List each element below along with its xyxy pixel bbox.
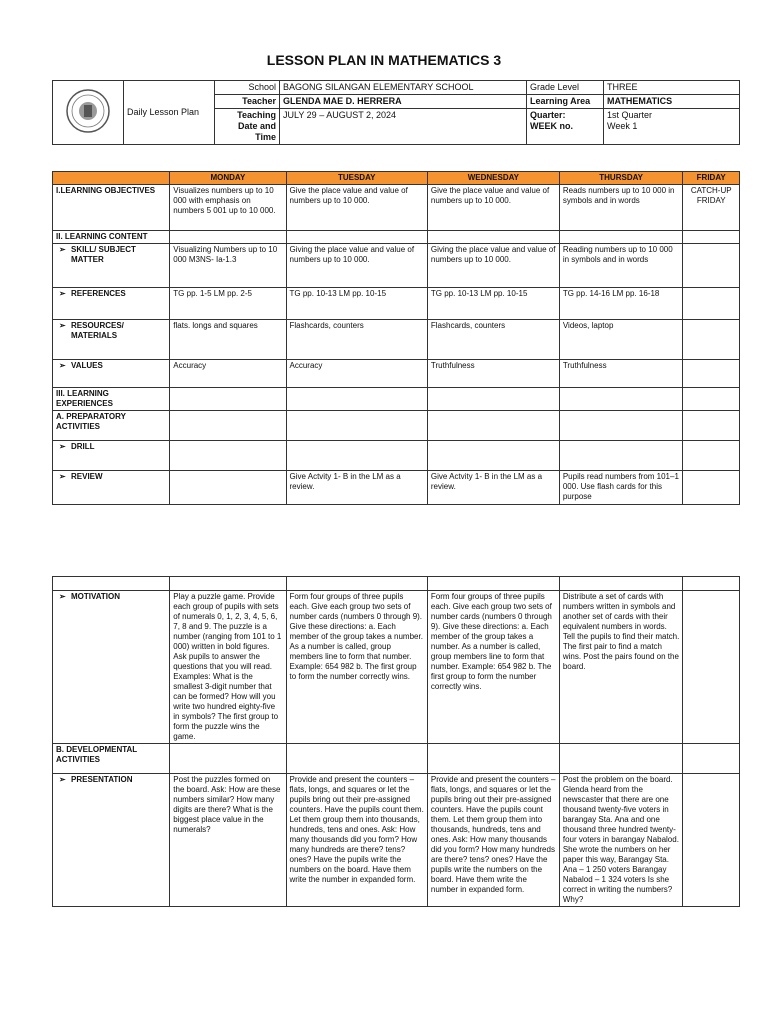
- blank-header-row: [53, 577, 740, 591]
- label-text: REVIEW: [71, 472, 103, 481]
- quarter-week-values: [604, 109, 740, 145]
- quarter-label: Quarter:: [530, 110, 566, 120]
- drill-row: [53, 441, 740, 471]
- bullet-icon: ➢: [59, 321, 66, 330]
- row-label: [53, 360, 170, 388]
- values-row: [53, 360, 740, 388]
- row-label: [53, 244, 170, 288]
- cell: Provide and present the counters – flats, longs, and squares or let the pupils bring out their pre-assigned counters. Have the pupils count them. Let them group them into thousands, hundreds, tens and ones. Ask: How many thousands did you form? How many hundreds are there? tens? ones? Have the pupils write the numbers on the board. Have them write the number in expanded form.: [286, 774, 427, 907]
- cell: Give the place value and value of numbers up to 10 000.: [427, 185, 559, 231]
- quarter-value: 1st Quarter: [607, 110, 653, 120]
- dlp-label: Daily Lesson Plan: [124, 81, 215, 145]
- cell: [170, 471, 286, 505]
- week-label: WEEK no.: [530, 121, 573, 131]
- teacher-value: GLENDA MAE D. HERRERA: [280, 95, 527, 109]
- bullet-icon: ➢: [59, 245, 66, 254]
- bullet-icon: ➢: [59, 361, 66, 370]
- row-label: A. PREPARATORY ACTIVITIES: [53, 411, 170, 441]
- row-label: [53, 320, 170, 360]
- lesson-table-page2: [52, 576, 740, 907]
- page-title: LESSON PLAN IN MATHEMATICS 3: [266, 52, 502, 68]
- cell: Reads numbers up to 10 000 in symbols and in words: [559, 185, 683, 231]
- cell: Play a puzzle game. Provide each group of pupils with sets of numerals 0, 1, 2, 3, 4, 5, 6, 7, 8 and 9. The puzzle is a number (ranging from 101 to 1 000) written in bold figures. Ask pupils to answer the questions that you will read. Examples: What is the smallest 3-digit number that can be formed? How will you write two hundred eighty-five in symbols? The first group to form the puzzle wins the game.: [170, 591, 286, 744]
- cell: CATCH-UP FRIDAY: [683, 185, 740, 231]
- row-label: I.LEARNING OBJECTIVES: [53, 185, 170, 231]
- row-label: [53, 288, 170, 320]
- cell: TG pp. 10-13 LM pp. 10-15: [286, 288, 427, 320]
- preparatory-row: [53, 411, 740, 441]
- day-friday: FRIDAY: [683, 172, 740, 185]
- row-label: [53, 471, 170, 505]
- row-label: B. DEVELOPMENTAL ACTIVITIES: [53, 744, 170, 774]
- label-text: REFERENCES: [71, 289, 126, 298]
- label-text: SKILL/ SUBJECT MATTER: [71, 245, 136, 264]
- cell: TG pp. 14-16 LM pp. 16-18: [559, 288, 683, 320]
- cell: Accuracy: [170, 360, 286, 388]
- cell: Give the place value and value of numbers up to 10 000.: [286, 185, 427, 231]
- cell: Reading numbers up to 10 000 in symbols and in words: [559, 244, 683, 288]
- day-thursday: THURSDAY: [559, 172, 683, 185]
- row-label: II. LEARNING CONTENT: [53, 231, 170, 244]
- cell: Provide and present the counters – flats, longs, and squares or let the pupils bring out their pre-assigned counters. Have the pupils count them. Let them group them into thousands, hundreds, tens and ones. Ask: How many thousands did you form? How many hundreds are there? tens? ones? Have the pupils write the numbers on the board. Have them write the number in expanded form.: [427, 774, 559, 907]
- school-label: School: [215, 81, 280, 95]
- bullet-icon: ➢: [59, 472, 66, 481]
- cell: Form four groups of three pupils each. Give each group two sets of number cards (numbers 0 through 9). Give these directions: a. Each member of the group takes a number. As a number is called, group members line to form that number. Example: 654 982 b. The first group to form the number correctly wins.: [427, 591, 559, 744]
- bullet-icon: ➢: [59, 775, 66, 784]
- cell: Post the problem on the board. Glenda heard from the newscaster that there are one thousand twenty-five voters in barangay Sta. Ana and one thousand three hundred twenty-four voters in barangay Nabalod. She wrote the numbers on her paper this way, Barangay Sta. Ana – 1 250 voters Barangay Nabalod – 1 324 voters Is she correct in writing the numbers? Why?: [559, 774, 683, 907]
- quarter-week-labels: [527, 109, 604, 145]
- cell: Videos, laptop: [559, 320, 683, 360]
- area-value: MATHEMATICS: [604, 95, 740, 109]
- cell: Distribute a set of cards with numbers written in symbols and another set of cards with their equivalent numbers in words. Tell the pupils to find their match. The first pair to find a match wins. Post the pairs found on the board.: [559, 591, 683, 744]
- motivation-row: [53, 591, 740, 744]
- day-wednesday: WEDNESDAY: [427, 172, 559, 185]
- week-value: Week 1: [607, 121, 638, 131]
- review-row: [53, 471, 740, 505]
- cell: Pupils read numbers from 101–1 000. Use flash cards for this purpose: [559, 471, 683, 505]
- dates-value: JULY 29 – AUGUST 2, 2024: [280, 109, 527, 145]
- day-header-row: [53, 172, 740, 185]
- header-table: [52, 80, 740, 145]
- developmental-row: [53, 744, 740, 774]
- bullet-icon: ➢: [59, 592, 66, 601]
- day-tuesday: TUESDAY: [286, 172, 427, 185]
- lesson-table-page1: [52, 171, 740, 505]
- row-label: [53, 591, 170, 744]
- grade-value: THREE: [604, 81, 740, 95]
- presentation-row: [53, 774, 740, 907]
- row-label: [53, 441, 170, 471]
- cell: Post the puzzles formed on the board. Ask: How are these numbers similar? How many digits are there? What is the biggest place value in the numerals?: [170, 774, 286, 907]
- resources-row: [53, 320, 740, 360]
- deped-seal-cell: [53, 81, 124, 145]
- bullet-icon: ➢: [59, 289, 66, 298]
- label-text: PRESENTATION: [71, 775, 133, 784]
- cell: Give Actvity 1- B in the LM as a review.: [427, 471, 559, 505]
- day-monday: MONDAY: [170, 172, 286, 185]
- cell: Visualizing Numbers up to 10 000 M3NS- Ia-1.3: [170, 244, 286, 288]
- cell: TG pp. 10-13 LM pp. 10-15: [427, 288, 559, 320]
- cell: Giving the place value and value of numbers up to 10 000.: [286, 244, 427, 288]
- cell: Giving the place value and value of numbers up to 10 000.: [427, 244, 559, 288]
- objectives-row: [53, 185, 740, 231]
- teacher-label: Teacher: [215, 95, 280, 109]
- grade-label: Grade Level: [527, 81, 604, 95]
- cell: Accuracy: [286, 360, 427, 388]
- label-text: VALUES: [71, 361, 103, 370]
- cell: TG pp. 1-5 LM pp. 2-5: [170, 288, 286, 320]
- cell: Truthfulness: [427, 360, 559, 388]
- school-value: BAGONG SILANGAN ELEMENTARY SCHOOL: [280, 81, 527, 95]
- cell: Form four groups of three pupils each. Give each group two sets of number cards (numbers 0 through 9). Give these directions: a. Each member of the group takes a number. As a number is called, group members line to form that number. Example: 654 982 b. The first group to form the number correctly wins.: [286, 591, 427, 744]
- cell: Give Actvity 1- B in the LM as a review.: [286, 471, 427, 505]
- bullet-icon: ➢: [59, 442, 66, 451]
- teaching-date-label: Teaching Date and Time: [215, 109, 280, 145]
- label-text: RESOURCES/ MATERIALS: [71, 321, 124, 340]
- cell: Visualizes numbers up to 10 000 with emphasis on numbers 5 001 up to 10 000.: [170, 185, 286, 231]
- cell: Flashcards, counters: [427, 320, 559, 360]
- label-text: DRILL: [71, 442, 95, 451]
- deped-seal-icon: [65, 88, 111, 134]
- experiences-row: [53, 388, 740, 411]
- row-label: [53, 774, 170, 907]
- cell: flats. longs and squares: [170, 320, 286, 360]
- references-row: [53, 288, 740, 320]
- label-text: MOTIVATION: [71, 592, 121, 601]
- cell: Truthfulness: [559, 360, 683, 388]
- content-row: [53, 231, 740, 244]
- area-label: Learning Area: [527, 95, 604, 109]
- skill-row: [53, 244, 740, 288]
- row-label: III. LEARNING EXPERIENCES: [53, 388, 170, 411]
- cell: Flashcards, counters: [286, 320, 427, 360]
